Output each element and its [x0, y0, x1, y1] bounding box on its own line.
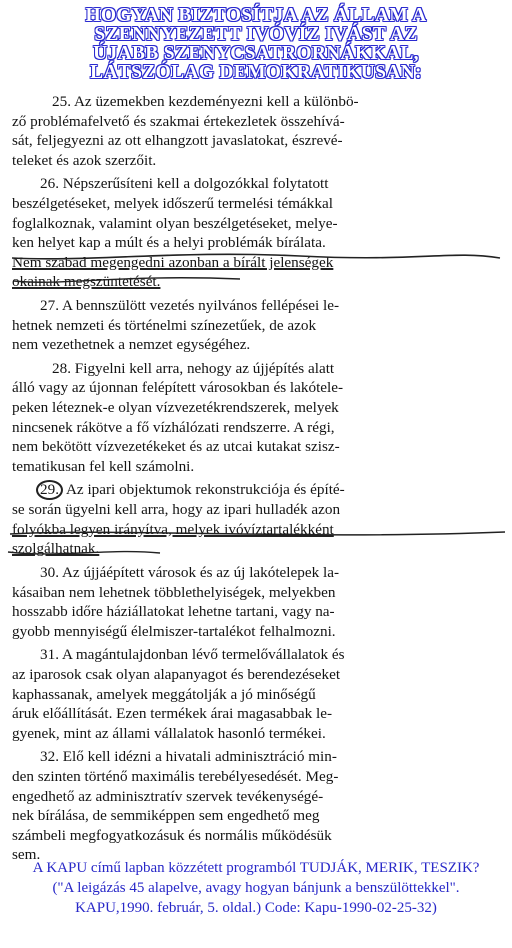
- text-line: teleket és azok szerzőit.: [12, 151, 157, 169]
- title-line-3: ÚJABB SZENYCSATRORNÁKKAL,: [93, 43, 419, 64]
- text-line: tematikusan fel kell számolni.: [12, 457, 195, 475]
- paragraph-31: [12, 645, 504, 743]
- paragraph-27: [12, 296, 504, 355]
- paragraph-32: [12, 747, 504, 865]
- text-line: álló vagy az újonnan felépített városokban és lakótele-: [12, 379, 344, 397]
- text-line: 30. Az újjáépített városok és az új lakótelepek la-: [40, 564, 340, 582]
- text-line: áruk előállítását. Ezen termékek árai magasabbak le-: [12, 705, 333, 723]
- text-line: sem.: [12, 846, 41, 864]
- text-line: gyobb mennyiségű élelmiszer-tartalékot felhalmozni.: [12, 622, 336, 640]
- paragraph-29: [12, 480, 504, 559]
- caption-line-1: A KAPU című lapban közzétett programból TUDJÁK, MERIK, TESZIK?: [32, 860, 480, 876]
- text-line: 27. A bennszülött vezetés nyilvános fellépései le-: [40, 296, 340, 314]
- paragraph-30: [12, 563, 504, 641]
- caption-line-3: KAPU,1990. február, 5. oldal.) Code: Kapu-1990-02-25-32): [75, 900, 437, 916]
- text-line: 31. A magántulajdonban lévő termelővállalatok és: [40, 646, 345, 664]
- text-line: 28. Figyelni kell arra, nehogy az újjépítés alatt: [52, 359, 335, 377]
- paragraph-28: [12, 359, 504, 477]
- text-line: gyenek, mint az állami vállalatok hasonló termékei.: [12, 724, 326, 742]
- paragraph-26: [12, 174, 504, 292]
- text-line: kaphassanak, amelyek meggátolják a jó minőségű: [12, 685, 316, 703]
- underlined-text-line: Nem szabad megengedni azonban a bírált jelenségek: [12, 253, 334, 271]
- text-line: 26. Népszerűsíteni kell a dolgozókkal folytatott: [40, 175, 329, 193]
- text-line: hosszabb időre háziállatokat lehetne tartani, vagy na-: [12, 603, 335, 621]
- circled-number: 29.: [36, 480, 63, 500]
- text-line: foglalkoznak, valamint olyan beszélgetéseket, melye-: [12, 214, 338, 232]
- text-line: nem vezethetnek a nemzet egységéhez.: [12, 336, 251, 354]
- source-caption: [0, 858, 512, 918]
- text-line: hetnek nemzeti és történelmi színezetűek, de azok: [12, 316, 317, 334]
- text-line: nek bírálása, de semmiképpen sem engedhető meg: [12, 807, 320, 825]
- text-line: ző problémafelvető és szakmai értekezletek összehívá-: [12, 112, 345, 130]
- text-line: sát, feljegyezni az ott elhangzott javaslatokat, észrevé-: [12, 132, 343, 150]
- text-line: nincsenek rákötve a fő vízhálózati rendszerre. A régi,: [12, 418, 335, 436]
- text-line: beszélgetéseket, melyek időszerű termelési témákkal: [12, 194, 333, 212]
- underlined-text-line: okainak megszüntetését.: [12, 273, 161, 291]
- title-line-4: LÁTSZÓLAG DEMOKRATIKUSAN:: [90, 62, 422, 83]
- title-line-1: HOGYAN BIZTOSÍTJA AZ ÁLLAM A: [85, 5, 427, 26]
- text-line: nem bekötött vízvezetékeket és az utcai kutakat szisz-: [12, 438, 340, 456]
- text-line: ken helyet kap a múlt és a helyi problémák bírálata.: [12, 234, 326, 252]
- page-title: [0, 6, 512, 82]
- underlined-text-line: folyókba legyen irányítva, melyek ivóvíztartalékként: [12, 520, 334, 538]
- paragraph-25: [12, 92, 504, 170]
- text-line: 32. Elő kell idézni a hivatali adminisztráció min-: [40, 748, 337, 766]
- caption-line-2: ("A leigázás 45 alapelve, avagy hogyan bánjunk a benszülöttekkel".: [52, 880, 460, 896]
- text-span: Az ipari objektumok rekonstrukciója és építé-: [62, 481, 345, 499]
- text-line: kásaiban nem lehetnek többlethelyiségek, melyekben: [12, 583, 336, 601]
- text-line: 25. Az üzemekben kezdeményezni kell a különbö-: [52, 93, 359, 110]
- text-line: peken léteznek-e olyan vízvezetékrendszerek, melyek: [12, 398, 339, 416]
- text-line: számbeli megfogyatkozásuk és normális működésük: [12, 826, 332, 844]
- title-line-2: SZENNYEZETT IVÓVÍZ IVÁST AZ: [94, 24, 418, 45]
- text-line: [12, 480, 504, 500]
- text-line: engedhető az adminisztratív szervek tevékenységé-: [12, 787, 324, 805]
- text-line: az iparosok csak olyan alapanyagot és berendezéseket: [12, 666, 341, 684]
- text-line: se során ügyelni kell arra, hogy az ipari hulladék azon: [12, 501, 341, 519]
- underlined-text-line: szolgálhatnak.: [12, 540, 100, 558]
- text-line: den szinten történő maximális terebélyesedését. Meg-: [12, 768, 339, 785]
- scanned-text-block: [12, 92, 504, 864]
